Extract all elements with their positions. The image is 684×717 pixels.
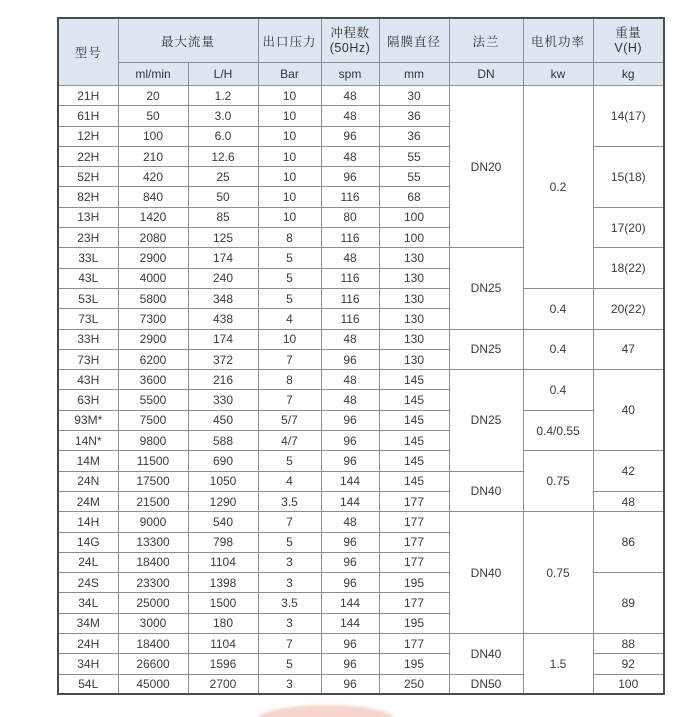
cell-model: 14H [58,512,118,532]
watermark-ellipse [258,705,394,717]
cell-motor-power: 0.4 [523,370,593,411]
cell-flow-ml-min: 17500 [118,471,188,491]
cell-strokes-spm: 48 [321,329,379,349]
strokes-label-line1: 冲程数 [330,25,370,40]
cell-pressure-bar: 10 [258,329,321,349]
cell-pressure-bar: 10 [258,207,321,227]
cell-flow-l-h: 540 [188,512,258,532]
cell-flow-ml-min: 21500 [118,491,188,511]
cell-strokes-spm: 80 [321,207,379,227]
cell-diameter-mm: 145 [379,410,449,430]
cell-flow-l-h: 50 [188,187,258,207]
cell-diameter-mm: 145 [379,471,449,491]
cell-flow-l-h: 450 [188,410,258,430]
cell-weight: 40 [593,370,664,451]
cell-flow-l-h: 174 [188,248,258,268]
cell-pressure-bar: 3 [258,552,321,572]
header-row-units [58,63,664,86]
unit-bar: Bar [258,63,321,86]
cell-strokes-spm: 96 [321,654,379,674]
cell-flange: DN40 [449,512,523,634]
cell-weight: 14(17) [593,86,664,147]
cell-model: 13H [58,207,118,227]
cell-strokes-spm: 144 [321,491,379,511]
cell-strokes-spm: 96 [321,532,379,552]
cell-motor-power: 0.4 [523,288,593,329]
cell-diameter-mm: 130 [379,309,449,329]
unit-spm: spm [321,63,379,86]
cell-flow-ml-min: 840 [118,187,188,207]
table-row [58,370,664,390]
cell-diameter-mm: 195 [379,613,449,633]
cell-weight: 100 [593,674,664,694]
cell-flange: DN50 [449,674,523,694]
cell-motor-power: 0.4/0.55 [523,410,593,451]
table-row [58,288,664,308]
unit-kg: kg [593,63,664,86]
cell-diameter-mm: 177 [379,552,449,572]
cell-flow-l-h: 1104 [188,552,258,572]
col-header-weight [593,18,664,63]
cell-weight: 18(22) [593,248,664,289]
cell-flow-ml-min: 420 [118,167,188,187]
cell-flow-l-h: 180 [188,613,258,633]
cell-flow-ml-min: 18400 [118,552,188,572]
cell-model: 14N* [58,431,118,451]
unit-ml-min: ml/min [118,63,188,86]
cell-model: 34H [58,654,118,674]
cell-model: 73H [58,349,118,369]
cell-strokes-spm: 116 [321,228,379,248]
cell-diameter-mm: 55 [379,146,449,166]
cell-model: 93M* [58,410,118,430]
cell-diameter-mm: 195 [379,654,449,674]
cell-flow-l-h: 1104 [188,634,258,654]
cell-weight: 20(22) [593,288,664,329]
weight-label-line2: V(H) [614,40,643,55]
cell-weight: 92 [593,654,664,674]
col-header-flange: 法兰 [449,18,523,63]
unit-mm: mm [379,63,449,86]
table-body [58,86,664,695]
unit-kw: kw [523,63,593,86]
cell-flow-ml-min: 3000 [118,613,188,633]
cell-pressure-bar: 10 [258,126,321,146]
cell-strokes-spm: 96 [321,431,379,451]
cell-pressure-bar: 4/7 [258,431,321,451]
cell-pressure-bar: 7 [258,512,321,532]
cell-flow-l-h: 25 [188,167,258,187]
cell-pressure-bar: 4 [258,471,321,491]
cell-pressure-bar: 3 [258,674,321,694]
cell-pressure-bar: 10 [258,106,321,126]
cell-flow-ml-min: 100 [118,126,188,146]
cell-flow-ml-min: 9800 [118,431,188,451]
cell-model: 43L [58,268,118,288]
cell-diameter-mm: 145 [379,451,449,471]
cell-model: 34M [58,613,118,633]
cell-strokes-spm: 116 [321,268,379,288]
cell-strokes-spm: 144 [321,613,379,633]
cell-pressure-bar: 3 [258,613,321,633]
weight-label-line1: 重量 [615,25,642,40]
cell-diameter-mm: 130 [379,288,449,308]
cell-flow-l-h: 1398 [188,573,258,593]
cell-model: 63H [58,390,118,410]
cell-pressure-bar: 10 [258,146,321,166]
cell-diameter-mm: 130 [379,268,449,288]
unit-dn: DN [449,63,523,86]
cell-pressure-bar: 10 [258,187,321,207]
cell-model: 12H [58,126,118,146]
cell-motor-power: 0.2 [523,86,593,289]
cell-strokes-spm: 96 [321,552,379,572]
cell-flow-l-h: 438 [188,309,258,329]
cell-strokes-spm: 144 [321,471,379,491]
cell-flow-l-h: 588 [188,431,258,451]
cell-pressure-bar: 5/7 [258,410,321,430]
cell-pressure-bar: 3.5 [258,593,321,613]
cell-flow-l-h: 1596 [188,654,258,674]
table-row [58,634,664,654]
cell-flow-l-h: 216 [188,370,258,390]
cell-flange: DN40 [449,634,523,675]
cell-diameter-mm: 30 [379,86,449,106]
cell-pressure-bar: 5 [258,451,321,471]
cell-model: 21H [58,86,118,106]
cell-weight: 48 [593,491,664,511]
cell-flow-l-h: 1.2 [188,86,258,106]
cell-flange: DN25 [449,248,523,329]
cell-pressure-bar: 3 [258,573,321,593]
cell-diameter-mm: 250 [379,674,449,694]
col-header-diaphragm: 隔膜直径 [379,18,449,63]
cell-flange: DN40 [449,471,523,512]
cell-flow-ml-min: 2900 [118,248,188,268]
cell-flow-ml-min: 20 [118,86,188,106]
cell-model: 24S [58,573,118,593]
cell-flow-l-h: 690 [188,451,258,471]
cell-flange: DN20 [449,86,523,248]
cell-flow-ml-min: 1420 [118,207,188,227]
cell-flow-ml-min: 18400 [118,634,188,654]
cell-flow-l-h: 798 [188,532,258,552]
cell-model: 73L [58,309,118,329]
cell-strokes-spm: 144 [321,593,379,613]
cell-flow-ml-min: 3600 [118,370,188,390]
cell-strokes-spm: 48 [321,390,379,410]
cell-model: 24L [58,552,118,572]
cell-weight: 88 [593,634,664,654]
cell-strokes-spm: 116 [321,309,379,329]
cell-model: 24H [58,634,118,654]
cell-strokes-spm: 96 [321,167,379,187]
cell-pressure-bar: 4 [258,309,321,329]
cell-flow-ml-min: 45000 [118,674,188,694]
cell-diameter-mm: 145 [379,390,449,410]
cell-diameter-mm: 68 [379,187,449,207]
cell-flow-l-h: 2700 [188,674,258,694]
cell-diameter-mm: 195 [379,573,449,593]
cell-flow-ml-min: 4000 [118,268,188,288]
cell-strokes-spm: 116 [321,187,379,207]
cell-flow-ml-min: 210 [118,146,188,166]
cell-pressure-bar: 8 [258,228,321,248]
cell-pressure-bar: 5 [258,532,321,552]
cell-model: 54L [58,674,118,694]
cell-flow-l-h: 330 [188,390,258,410]
strokes-label-line2: (50Hz) [329,40,371,55]
cell-model: 22H [58,146,118,166]
cell-flow-l-h: 85 [188,207,258,227]
cell-motor-power: 0.75 [523,512,593,634]
cell-pressure-bar: 5 [258,654,321,674]
cell-diameter-mm: 130 [379,329,449,349]
cell-diameter-mm: 177 [379,593,449,613]
cell-model: 24M [58,491,118,511]
cell-pressure-bar: 7 [258,634,321,654]
cell-strokes-spm: 48 [321,86,379,106]
cell-flow-ml-min: 26600 [118,654,188,674]
cell-flow-l-h: 12.6 [188,146,258,166]
cell-diameter-mm: 100 [379,228,449,248]
cell-model: 52H [58,167,118,187]
cell-strokes-spm: 96 [321,634,379,654]
cell-flow-ml-min: 9000 [118,512,188,532]
cell-pressure-bar: 8 [258,370,321,390]
cell-diameter-mm: 177 [379,532,449,552]
cell-weight: 42 [593,451,664,492]
cell-diameter-mm: 145 [379,431,449,451]
cell-flow-l-h: 1050 [188,471,258,491]
cell-weight: 89 [593,573,664,634]
cell-strokes-spm: 48 [321,248,379,268]
cell-flow-l-h: 372 [188,349,258,369]
cell-flow-l-h: 125 [188,228,258,248]
cell-flange: DN25 [449,370,523,471]
table-header [58,18,664,86]
cell-pressure-bar: 5 [258,248,321,268]
cell-diameter-mm: 130 [379,349,449,369]
cell-flow-l-h: 240 [188,268,258,288]
cell-diameter-mm: 36 [379,126,449,146]
cell-pressure-bar: 5 [258,268,321,288]
cell-strokes-spm: 48 [321,512,379,532]
cell-diameter-mm: 177 [379,634,449,654]
cell-diameter-mm: 55 [379,167,449,187]
cell-flow-ml-min: 6200 [118,349,188,369]
cell-flow-ml-min: 7300 [118,309,188,329]
cell-strokes-spm: 96 [321,410,379,430]
cell-flow-ml-min: 5500 [118,390,188,410]
cell-model: 23H [58,228,118,248]
cell-model: 14G [58,532,118,552]
cell-model: 82H [58,187,118,207]
cell-flow-l-h: 3.0 [188,106,258,126]
cell-strokes-spm: 48 [321,106,379,126]
cell-pressure-bar: 10 [258,167,321,187]
cell-flow-ml-min: 25000 [118,593,188,613]
table-row [58,329,664,349]
cell-pressure-bar: 7 [258,349,321,369]
cell-strokes-spm: 96 [321,451,379,471]
cell-strokes-spm: 96 [321,349,379,369]
cell-flow-l-h: 174 [188,329,258,349]
cell-flow-ml-min: 13300 [118,532,188,552]
cell-diameter-mm: 177 [379,491,449,511]
header-row-main [58,18,664,63]
pump-spec-table [57,17,665,695]
col-header-model: 型号 [58,18,118,86]
cell-weight: 15(18) [593,146,664,207]
col-header-motor-power: 电机功率 [523,18,593,63]
cell-diameter-mm: 177 [379,512,449,532]
cell-weight: 86 [593,512,664,573]
cell-pressure-bar: 3.5 [258,491,321,511]
cell-strokes-spm: 116 [321,288,379,308]
cell-diameter-mm: 130 [379,248,449,268]
cell-model: 14M [58,451,118,471]
cell-diameter-mm: 100 [379,207,449,227]
cell-model: 33L [58,248,118,268]
cell-motor-power: 0.75 [523,451,593,512]
cell-weight: 47 [593,329,664,370]
cell-flow-ml-min: 5800 [118,288,188,308]
cell-strokes-spm: 96 [321,674,379,694]
cell-pressure-bar: 10 [258,86,321,106]
cell-model: 61H [58,106,118,126]
cell-weight: 17(20) [593,207,664,248]
cell-flow-ml-min: 2900 [118,329,188,349]
table-row [58,410,664,430]
cell-flow-l-h: 1500 [188,593,258,613]
cell-flow-ml-min: 50 [118,106,188,126]
cell-motor-power: 0.4 [523,329,593,370]
cell-flow-ml-min: 11500 [118,451,188,471]
unit-l-h: L/H [188,63,258,86]
cell-model: 43H [58,370,118,390]
cell-pressure-bar: 5 [258,288,321,308]
table-row [58,86,664,106]
cell-flow-l-h: 6.0 [188,126,258,146]
cell-strokes-spm: 48 [321,146,379,166]
cell-flow-ml-min: 7500 [118,410,188,430]
cell-flange: DN25 [449,329,523,370]
table-row [58,451,664,471]
col-header-strokes [321,18,379,63]
cell-flow-l-h: 1290 [188,491,258,511]
col-header-max-flow: 最大流量 [118,18,258,63]
cell-diameter-mm: 36 [379,106,449,126]
cell-flow-l-h: 348 [188,288,258,308]
cell-model: 53L [58,288,118,308]
cell-model: 33H [58,329,118,349]
cell-diameter-mm: 145 [379,370,449,390]
cell-strokes-spm: 96 [321,126,379,146]
cell-model: 34L [58,593,118,613]
table-row [58,512,664,532]
col-header-outlet-pressure: 出口压力 [258,18,321,63]
cell-flow-ml-min: 23300 [118,573,188,593]
cell-flow-ml-min: 2080 [118,228,188,248]
cell-motor-power: 1.5 [523,634,593,695]
cell-strokes-spm: 96 [321,573,379,593]
cell-model: 24N [58,471,118,491]
cell-strokes-spm: 48 [321,370,379,390]
cell-pressure-bar: 7 [258,390,321,410]
